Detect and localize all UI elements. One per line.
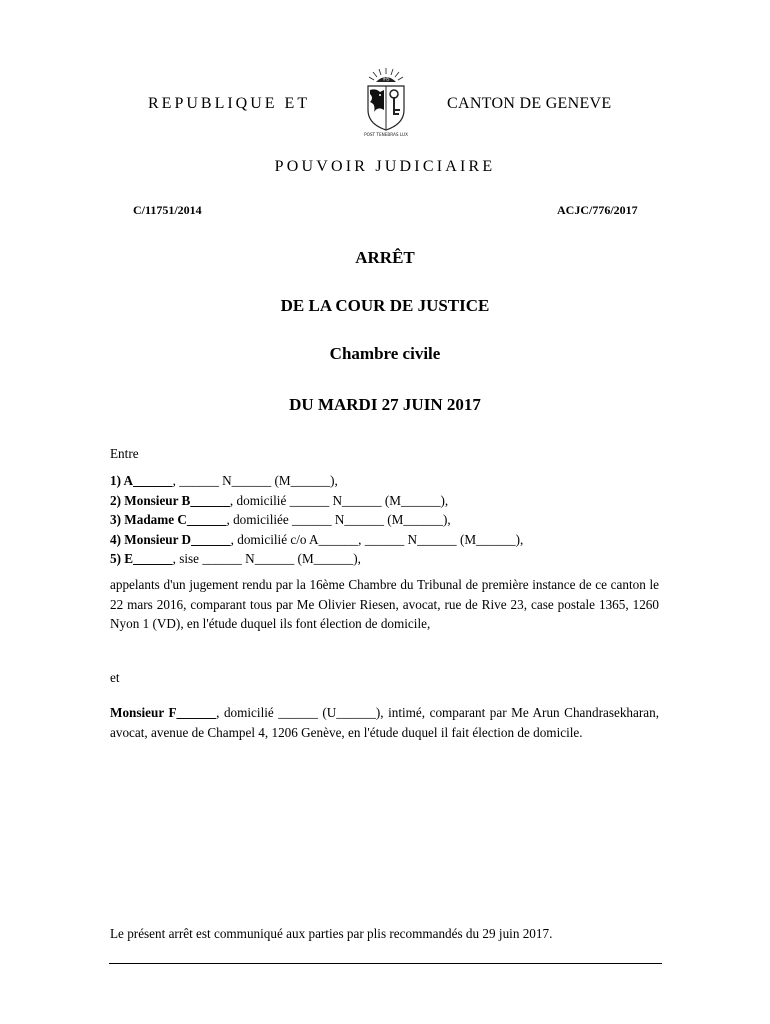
judgment-reference: ACJC/776/2017 (557, 203, 638, 217)
party-name: 1) A______ (110, 473, 173, 488)
entre-label: Entre (110, 446, 139, 461)
party-name: 5) E______ (110, 551, 173, 566)
pouvoir-judiciaire: POUVOIR JUDICIAIRE (274, 158, 496, 175)
party-details: , sise ______ N______ (M______), (172, 551, 361, 566)
parties-list (110, 471, 523, 569)
respondent-name: Monsieur F______ (110, 705, 217, 720)
party-name: 3) Madame C______ (110, 512, 227, 527)
party-3 (110, 510, 523, 530)
party-5 (110, 549, 523, 569)
title-cour-de-justice: DE LA COUR DE JUSTICE (280, 296, 490, 315)
et-label: et (110, 670, 120, 685)
geneva-coat-of-arms-emblem (360, 66, 412, 138)
party-details: , domicilié ______ N______ (M______), (229, 492, 449, 508)
appellants-paragraph: appelants d'un jugement rendu par la 16ème Chambre du Tribunal de première instance de ce canton le 22 mars 2016, comparant tous par Me Olivier Riesen, avocat, rue de Rive 23, case postale 1365, 1260 Nyon 1 (VD), en l'étude duquel ils font élection de domicile, (110, 577, 659, 631)
footer-rule (109, 963, 662, 964)
party-1 (110, 471, 523, 491)
title-chambre-civile: Chambre civile (329, 344, 441, 363)
title-arret: ARRÊT (355, 248, 415, 267)
header-republique: REPUBLIQUE ET (148, 95, 311, 112)
party-details: , domicilié c/o A______, ______ N______ (M______), (230, 531, 524, 547)
case-reference: C/11751/2014 (133, 203, 202, 217)
party-details: , ______ N______ (M______), (172, 473, 338, 488)
svg-text:POST TENEBRAS LUX: POST TENEBRAS LUX (364, 132, 408, 137)
party-2 (110, 491, 523, 511)
communication-notice: Le présent arrêt est communiqué aux parties par plis recommandés du 29 juin 2017. (110, 926, 553, 941)
party-4 (110, 530, 523, 550)
party-name: 4) Monsieur D______ (110, 531, 231, 547)
party-details: , domiciliée ______ N______ (M______), (226, 512, 451, 527)
title-date: DU MARDI 27 JUIN 2017 (289, 395, 481, 414)
party-name: 2) Monsieur B______ (110, 492, 230, 508)
header-canton: CANTON DE GENEVE (447, 95, 612, 112)
respondent-details: , domicilié ______ (U______), intimé, comparant par Me Arun Chandrasekharan, avocat, avenue de Champel 4, 1206 Genève, en l'étude duquel il fait élection de domicile. (110, 705, 660, 740)
svg-text:IHS: IHS (382, 76, 390, 82)
respondent-paragraph (110, 703, 659, 742)
